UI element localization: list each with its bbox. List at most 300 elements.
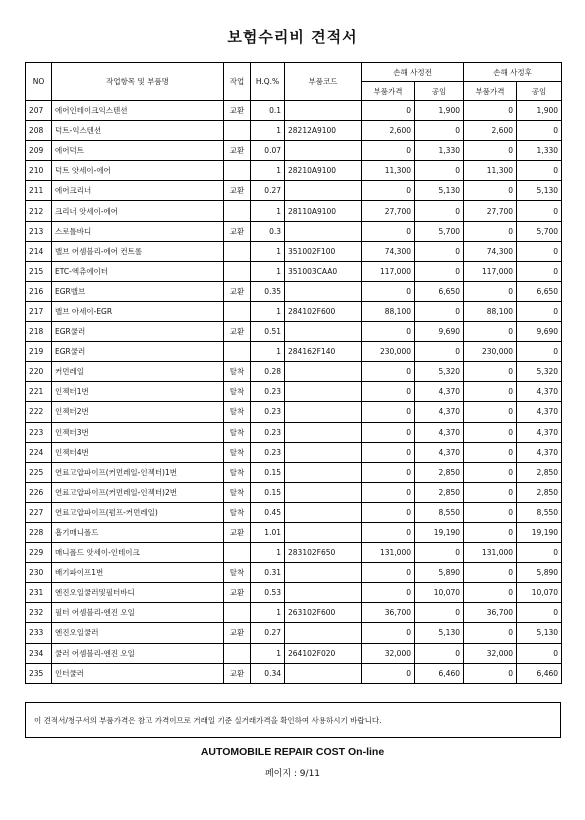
row-no: 211 (26, 181, 52, 201)
header-before: 손해 사정전 (362, 63, 464, 82)
row-item-name: 쿨러 어셈블리-엔진 오일 (52, 643, 224, 663)
row-before-part-price: 36,700 (362, 603, 415, 623)
table-row (26, 382, 562, 402)
table-row (26, 322, 562, 342)
table-row (26, 181, 562, 201)
row-no: 213 (26, 221, 52, 241)
row-after-labor: 4,370 (517, 422, 562, 442)
table-row (26, 121, 562, 141)
row-before-labor: 5,890 (415, 563, 464, 583)
row-hq: 0.3 (251, 221, 285, 241)
row-part-code (285, 281, 362, 301)
row-item-name: 크리너 앗세이-에어 (52, 201, 224, 221)
row-item-name: ETC-엑츄에이터 (52, 261, 224, 281)
row-no: 214 (26, 241, 52, 261)
row-after-labor: 0 (517, 201, 562, 221)
row-hq: 0.15 (251, 482, 285, 502)
row-no: 207 (26, 101, 52, 121)
row-work-type: 탈착 (224, 402, 251, 422)
row-after-labor: 5,890 (517, 563, 562, 583)
row-work-type (224, 603, 251, 623)
table-row (26, 402, 562, 422)
row-before-labor: 5,130 (415, 181, 464, 201)
row-before-part-price: 0 (362, 502, 415, 522)
table-row (26, 663, 562, 683)
row-before-labor: 4,370 (415, 442, 464, 462)
table-row (26, 241, 562, 261)
table-row (26, 362, 562, 382)
estimate-rows (26, 101, 562, 684)
row-item-name: 인젝터1번 (52, 382, 224, 402)
table-row (26, 563, 562, 583)
row-item-name: 흡기매니폴드 (52, 522, 224, 542)
row-part-code (285, 422, 362, 442)
row-work-type: 탈착 (224, 482, 251, 502)
row-before-labor: 1,330 (415, 141, 464, 161)
row-work-type: 교환 (224, 522, 251, 542)
row-work-type: 교환 (224, 623, 251, 643)
row-after-part-price: 0 (464, 522, 517, 542)
row-after-part-price: 0 (464, 422, 517, 442)
row-work-type: 교환 (224, 281, 251, 301)
row-before-labor: 0 (415, 201, 464, 221)
row-after-labor: 2,850 (517, 482, 562, 502)
table-row (26, 543, 562, 563)
row-item-name: 인젝터2번 (52, 402, 224, 422)
row-before-part-price: 117,000 (362, 261, 415, 281)
row-part-code: 284162F140 (285, 342, 362, 362)
table-row (26, 201, 562, 221)
row-part-code (285, 322, 362, 342)
row-before-part-price: 0 (362, 141, 415, 161)
row-after-part-price: 0 (464, 362, 517, 382)
row-before-labor: 0 (415, 643, 464, 663)
row-after-labor: 0 (517, 603, 562, 623)
row-no: 222 (26, 402, 52, 422)
row-after-labor: 19,190 (517, 522, 562, 542)
row-work-type: 교환 (224, 101, 251, 121)
row-after-labor: 0 (517, 301, 562, 321)
row-after-part-price: 0 (464, 322, 517, 342)
row-no: 218 (26, 322, 52, 342)
row-hq: 0.31 (251, 563, 285, 583)
row-before-part-price: 74,300 (362, 241, 415, 261)
row-after-labor: 2,850 (517, 462, 562, 482)
row-before-part-price: 0 (362, 623, 415, 643)
row-part-code (285, 563, 362, 583)
table-row (26, 583, 562, 603)
row-item-name: 배기파이프1번 (52, 563, 224, 583)
row-after-part-price: 0 (464, 281, 517, 301)
row-after-labor: 4,370 (517, 442, 562, 462)
row-before-labor: 2,850 (415, 482, 464, 502)
table-row (26, 342, 562, 362)
row-part-code (285, 101, 362, 121)
row-work-type (224, 342, 251, 362)
row-before-labor: 4,370 (415, 402, 464, 422)
row-part-code (285, 362, 362, 382)
row-before-part-price: 0 (362, 181, 415, 201)
row-after-labor: 0 (517, 643, 562, 663)
row-no: 210 (26, 161, 52, 181)
row-after-labor: 6,460 (517, 663, 562, 683)
row-no: 216 (26, 281, 52, 301)
row-before-part-price: 11,300 (362, 161, 415, 181)
row-item-name: 스로틀바디 (52, 221, 224, 241)
row-after-labor: 0 (517, 543, 562, 563)
row-work-type: 탈착 (224, 462, 251, 482)
row-after-part-price: 88,100 (464, 301, 517, 321)
header-after: 손해 사정후 (464, 63, 562, 82)
header-before-labor: 공임 (415, 82, 464, 101)
row-after-labor: 5,320 (517, 362, 562, 382)
row-after-part-price: 0 (464, 502, 517, 522)
row-work-type (224, 543, 251, 563)
row-no: 231 (26, 583, 52, 603)
row-hq: 1 (251, 603, 285, 623)
row-after-labor: 5,130 (517, 623, 562, 643)
row-after-part-price: 0 (464, 221, 517, 241)
row-work-type: 교환 (224, 141, 251, 161)
row-after-part-price: 0 (464, 101, 517, 121)
row-before-part-price: 0 (362, 482, 415, 502)
row-part-code: 351003CAA0 (285, 261, 362, 281)
row-before-labor: 0 (415, 603, 464, 623)
row-before-labor: 0 (415, 121, 464, 141)
row-after-part-price: 0 (464, 141, 517, 161)
row-work-type (224, 201, 251, 221)
row-item-name: 밸브 아세이-EGR (52, 301, 224, 321)
row-hq: 1 (251, 342, 285, 362)
row-part-code (285, 522, 362, 542)
row-work-type (224, 301, 251, 321)
row-before-part-price: 0 (362, 221, 415, 241)
row-after-labor: 8,550 (517, 502, 562, 522)
row-after-labor: 1,330 (517, 141, 562, 161)
row-part-code (285, 502, 362, 522)
row-work-type: 탈착 (224, 442, 251, 462)
header-code: 부품코드 (285, 63, 362, 101)
table-row (26, 603, 562, 623)
table-row (26, 101, 562, 121)
row-part-code: 28110A9100 (285, 201, 362, 221)
row-hq: 1 (251, 161, 285, 181)
row-after-part-price: 0 (464, 442, 517, 462)
row-after-part-price: 0 (464, 583, 517, 603)
row-before-labor: 1,900 (415, 101, 464, 121)
row-after-labor: 9,690 (517, 322, 562, 342)
row-item-name: 연료고압파이프(커먼레일-인젝터)2번 (52, 482, 224, 502)
header-before-part-price: 부품가격 (362, 82, 415, 101)
row-part-code (285, 141, 362, 161)
header-item: 작업항목 및 부품명 (52, 63, 224, 101)
row-before-labor: 5,700 (415, 221, 464, 241)
row-item-name: 인터쿨러 (52, 663, 224, 683)
row-work-type (224, 643, 251, 663)
row-no: 215 (26, 261, 52, 281)
row-hq: 0.51 (251, 322, 285, 342)
row-after-labor: 4,370 (517, 402, 562, 422)
row-before-labor: 19,190 (415, 522, 464, 542)
row-no: 221 (26, 382, 52, 402)
row-part-code (285, 382, 362, 402)
row-work-type: 교환 (224, 221, 251, 241)
row-item-name: EGR밸브 (52, 281, 224, 301)
row-work-type (224, 241, 251, 261)
row-after-part-price: 0 (464, 563, 517, 583)
row-item-name: 에어인테이크익스텐션 (52, 101, 224, 121)
row-after-part-price: 0 (464, 482, 517, 502)
row-item-name: 에어덕트 (52, 141, 224, 161)
row-part-code (285, 583, 362, 603)
row-hq: 1 (251, 543, 285, 563)
header-after-part-price: 부품가격 (464, 82, 517, 101)
row-after-part-price: 230,000 (464, 342, 517, 362)
row-hq: 0.07 (251, 141, 285, 161)
row-part-code (285, 181, 362, 201)
row-before-labor: 0 (415, 301, 464, 321)
row-before-labor: 5,130 (415, 623, 464, 643)
row-item-name: 에어크리너 (52, 181, 224, 201)
table-row (26, 161, 562, 181)
row-hq: 0.23 (251, 442, 285, 462)
row-before-part-price: 0 (362, 522, 415, 542)
row-before-part-price: 0 (362, 322, 415, 342)
header-after-labor: 공임 (517, 82, 562, 101)
row-work-type (224, 261, 251, 281)
row-before-part-price: 0 (362, 563, 415, 583)
row-no: 228 (26, 522, 52, 542)
row-item-name: 덕트-익스텐션 (52, 121, 224, 141)
row-before-part-price: 230,000 (362, 342, 415, 362)
row-hq: 1 (251, 201, 285, 221)
row-item-name: 매니폴드 앗세이-인테이크 (52, 543, 224, 563)
table-row (26, 462, 562, 482)
row-no: 232 (26, 603, 52, 623)
row-work-type (224, 161, 251, 181)
row-no: 235 (26, 663, 52, 683)
row-before-part-price: 0 (362, 462, 415, 482)
row-hq: 0.23 (251, 402, 285, 422)
row-after-labor: 6,650 (517, 281, 562, 301)
row-before-labor: 0 (415, 161, 464, 181)
row-hq: 0.27 (251, 623, 285, 643)
row-part-code (285, 402, 362, 422)
row-before-part-price: 0 (362, 402, 415, 422)
row-before-part-price: 27,700 (362, 201, 415, 221)
row-work-type: 교환 (224, 663, 251, 683)
row-no: 212 (26, 201, 52, 221)
row-before-part-price: 88,100 (362, 301, 415, 321)
row-hq: 0.45 (251, 502, 285, 522)
header-hq: H.Q.% (251, 63, 285, 101)
table-row (26, 522, 562, 542)
row-after-part-price: 2,600 (464, 121, 517, 141)
row-before-part-price: 0 (362, 382, 415, 402)
row-after-part-price: 0 (464, 623, 517, 643)
table-row (26, 221, 562, 241)
footer-brand: AUTOMOBILE REPAIR COST On-line (200, 746, 385, 758)
row-hq: 0.53 (251, 583, 285, 603)
row-part-code (285, 442, 362, 462)
row-before-labor: 9,690 (415, 322, 464, 342)
row-item-name: 필터 어셈블리-엔진 오일 (52, 603, 224, 623)
row-after-labor: 5,130 (517, 181, 562, 201)
row-before-labor: 4,370 (415, 422, 464, 442)
row-after-labor: 0 (517, 342, 562, 362)
row-before-part-price: 0 (362, 422, 415, 442)
row-item-name: 커먼레일 (52, 362, 224, 382)
row-before-part-price: 0 (362, 281, 415, 301)
row-after-part-price: 0 (464, 382, 517, 402)
row-no: 227 (26, 502, 52, 522)
row-part-code (285, 221, 362, 241)
price-notice: 이 견적서/청구서의 부품가격은 참고 가격이므로 거래일 기준 실거래가격을 확인하여 사용하시기 바랍니다. (25, 702, 561, 738)
row-after-labor: 0 (517, 121, 562, 141)
row-before-part-price: 0 (362, 663, 415, 683)
table-row (26, 502, 562, 522)
row-after-part-price: 117,000 (464, 261, 517, 281)
row-work-type: 탈착 (224, 362, 251, 382)
table-row (26, 422, 562, 442)
row-before-labor: 0 (415, 241, 464, 261)
row-before-part-price: 131,000 (362, 543, 415, 563)
row-hq: 0.34 (251, 663, 285, 683)
row-work-type: 교환 (224, 583, 251, 603)
row-no: 224 (26, 442, 52, 462)
row-hq: 0.15 (251, 462, 285, 482)
row-part-code (285, 623, 362, 643)
table-row (26, 482, 562, 502)
row-after-labor: 0 (517, 241, 562, 261)
row-after-part-price: 0 (464, 181, 517, 201)
row-no: 230 (26, 563, 52, 583)
row-item-name: 연료고압파이프(펌프-커먼레일) (52, 502, 224, 522)
row-item-name: 인젝터3번 (52, 422, 224, 442)
row-before-labor: 0 (415, 543, 464, 563)
row-after-labor: 0 (517, 261, 562, 281)
row-part-code: 263102F600 (285, 603, 362, 623)
row-item-name: 연료고압파이프(커먼레일-인젝터)1번 (52, 462, 224, 482)
row-hq: 0.23 (251, 382, 285, 402)
row-no: 219 (26, 342, 52, 362)
row-after-part-price: 131,000 (464, 543, 517, 563)
row-work-type: 탈착 (224, 422, 251, 442)
row-no: 233 (26, 623, 52, 643)
row-hq: 0.28 (251, 362, 285, 382)
row-before-part-price: 0 (362, 583, 415, 603)
row-before-labor: 2,850 (415, 462, 464, 482)
row-after-labor: 0 (517, 161, 562, 181)
row-part-code: 351002F100 (285, 241, 362, 261)
row-work-type: 교환 (224, 181, 251, 201)
row-hq: 1 (251, 261, 285, 281)
row-no: 208 (26, 121, 52, 141)
row-work-type: 탈착 (224, 502, 251, 522)
row-hq: 1 (251, 643, 285, 663)
row-part-code: 28212A9100 (285, 121, 362, 141)
row-work-type: 탈착 (224, 382, 251, 402)
row-after-part-price: 27,700 (464, 201, 517, 221)
row-hq: 0.23 (251, 422, 285, 442)
row-after-part-price: 0 (464, 663, 517, 683)
row-no: 209 (26, 141, 52, 161)
row-after-labor: 4,370 (517, 382, 562, 402)
row-item-name: 인젝터4번 (52, 442, 224, 462)
row-after-part-price: 74,300 (464, 241, 517, 261)
table-row (26, 281, 562, 301)
row-part-code: 283102F650 (285, 543, 362, 563)
table-row (26, 442, 562, 462)
row-no: 223 (26, 422, 52, 442)
header-work: 작업 (224, 63, 251, 101)
row-no: 226 (26, 482, 52, 502)
header-no: NO (26, 63, 52, 101)
row-no: 234 (26, 643, 52, 663)
row-hq: 1.01 (251, 522, 285, 542)
row-no: 220 (26, 362, 52, 382)
row-hq: 0.1 (251, 101, 285, 121)
row-after-labor: 10,070 (517, 583, 562, 603)
row-hq: 0.35 (251, 281, 285, 301)
table-row (26, 301, 562, 321)
row-no: 225 (26, 462, 52, 482)
row-before-labor: 0 (415, 261, 464, 281)
row-item-name: 밸브 어셈블리-에어 컨트롤 (52, 241, 224, 261)
row-after-labor: 5,700 (517, 221, 562, 241)
row-item-name: 엔진오일쿨러및필터바디 (52, 583, 224, 603)
row-hq: 1 (251, 301, 285, 321)
row-work-type: 탈착 (224, 563, 251, 583)
row-item-name: 덕트 앗세이-에어 (52, 161, 224, 181)
table-row (26, 261, 562, 281)
row-after-part-price: 11,300 (464, 161, 517, 181)
table-row (26, 643, 562, 663)
row-before-part-price: 0 (362, 362, 415, 382)
row-hq: 1 (251, 121, 285, 141)
row-hq: 0.27 (251, 181, 285, 201)
row-after-part-price: 36,700 (464, 603, 517, 623)
row-before-part-price: 0 (362, 101, 415, 121)
row-part-code (285, 663, 362, 683)
row-before-labor: 6,650 (415, 281, 464, 301)
row-before-labor: 4,370 (415, 382, 464, 402)
row-part-code (285, 482, 362, 502)
table-row (26, 141, 562, 161)
row-part-code: 284102F600 (285, 301, 362, 321)
row-before-part-price: 32,000 (362, 643, 415, 663)
row-no: 217 (26, 301, 52, 321)
row-before-part-price: 0 (362, 442, 415, 462)
row-before-labor: 6,460 (415, 663, 464, 683)
row-before-part-price: 2,600 (362, 121, 415, 141)
table-row (26, 623, 562, 643)
row-after-part-price: 32,000 (464, 643, 517, 663)
estimate-table (25, 62, 562, 684)
row-before-labor: 8,550 (415, 502, 464, 522)
row-no: 229 (26, 543, 52, 563)
row-item-name: 엔진오일쿨러 (52, 623, 224, 643)
row-work-type (224, 121, 251, 141)
row-after-part-price: 0 (464, 402, 517, 422)
row-after-labor: 1,900 (517, 101, 562, 121)
row-before-labor: 0 (415, 342, 464, 362)
row-item-name: EGR쿨러 (52, 342, 224, 362)
document-title: 보험수리비 견적서 (227, 28, 358, 46)
row-work-type: 교환 (224, 322, 251, 342)
row-part-code: 264102F020 (285, 643, 362, 663)
row-part-code (285, 462, 362, 482)
